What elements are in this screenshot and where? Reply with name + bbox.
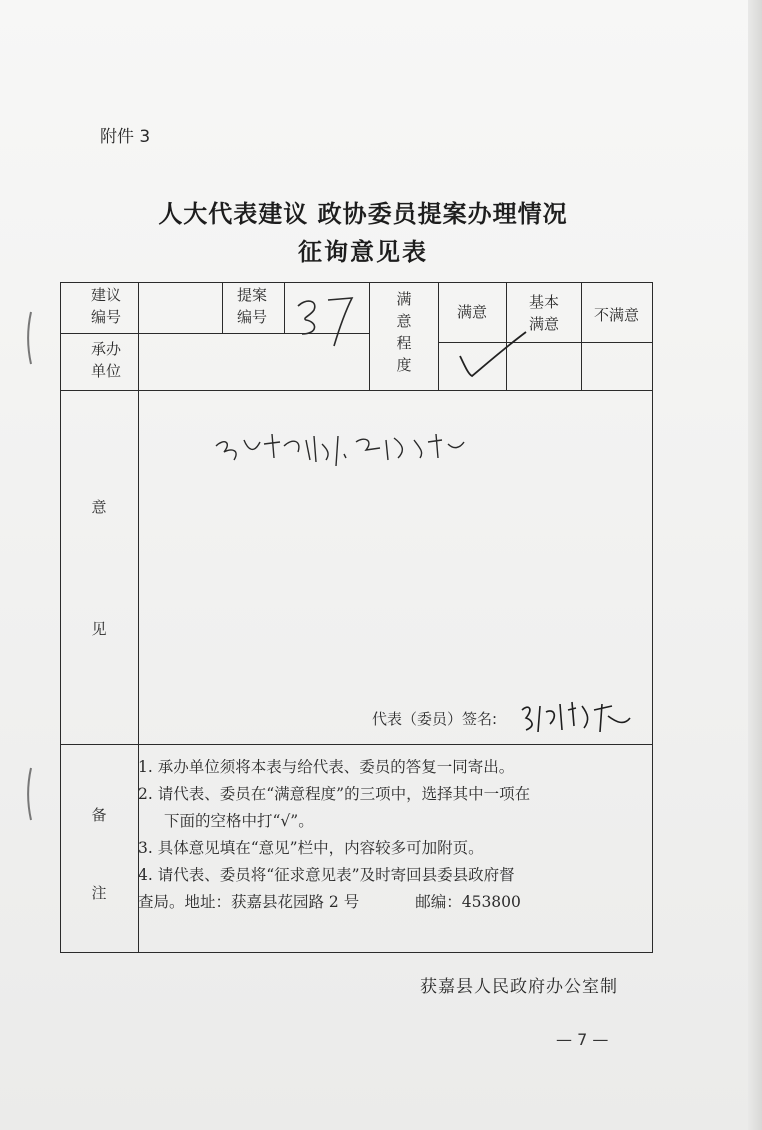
page-edge [748,0,762,1130]
note-3: 3. 具体意见填在“意见”栏中，内容较多可加附页。 [138,839,484,857]
feedback-form-table [60,282,652,952]
page-number: — 7 — [556,1030,609,1049]
remarks-label-1: 备 [91,806,107,824]
row-divider-3 [60,744,652,745]
col-divider-a [222,282,223,333]
remarks-label-2: 注 [91,884,107,902]
note-address: 查局。地址：获嘉县花园路 2 号 [138,893,360,911]
dissatisfied-label: 不满意 [593,306,639,324]
handwritten-proposal-number [288,288,384,350]
form-title: 人大代表建议 政协委员提案办理情况 [158,200,568,228]
form-subtitle: 征询意见表 [298,238,428,266]
satisfaction-degree-label: 满意程度 [396,290,412,374]
remarks-notes [138,754,652,916]
note-2: 2. 请代表、委员在“满意程度”的三项中，选择其中一项在 [138,785,531,803]
row-divider-2 [60,390,652,391]
attachment-label: 附件 3 [100,127,151,147]
handwritten-opinion [210,424,470,474]
opinion-label-2: 见 [91,620,107,638]
suggestion-no-label: 建议编号 [90,286,121,326]
table-border-bottom [60,952,652,953]
note-4: 4. 请代表、委员将“征求意见表”及时寄回县委县政府督 [138,866,515,884]
checkmark-satisfied [440,326,530,382]
note-2-cont: 下面的空格中打“√”。 [164,812,314,830]
note-1: 1. 承办单位须将本表与给代表、委员的答复一同寄出。 [138,758,515,776]
proposal-no-label: 提案编号 [236,286,267,326]
col-divider-b [284,282,285,333]
signature-label: 代表（委员）签名: [372,710,498,728]
table-border-left [60,282,61,953]
basically-satisfied-label: 基本满意 [528,293,559,333]
binder-mark-top [24,310,38,366]
opinion-label-1: 意 [91,498,107,516]
table-border-right [652,282,653,953]
table-border-top [60,282,652,283]
issuer-line: 获嘉县人民政府办公室制 [420,977,618,997]
note-postcode: 邮编：453800 [415,893,521,911]
handwritten-signature [516,696,636,738]
handling-unit-label: 承办单位 [90,340,121,380]
note-4-cont [138,889,652,916]
binder-mark-bottom [24,766,38,822]
satisfied-label: 满意 [456,303,487,321]
col-divider-f [581,282,582,390]
